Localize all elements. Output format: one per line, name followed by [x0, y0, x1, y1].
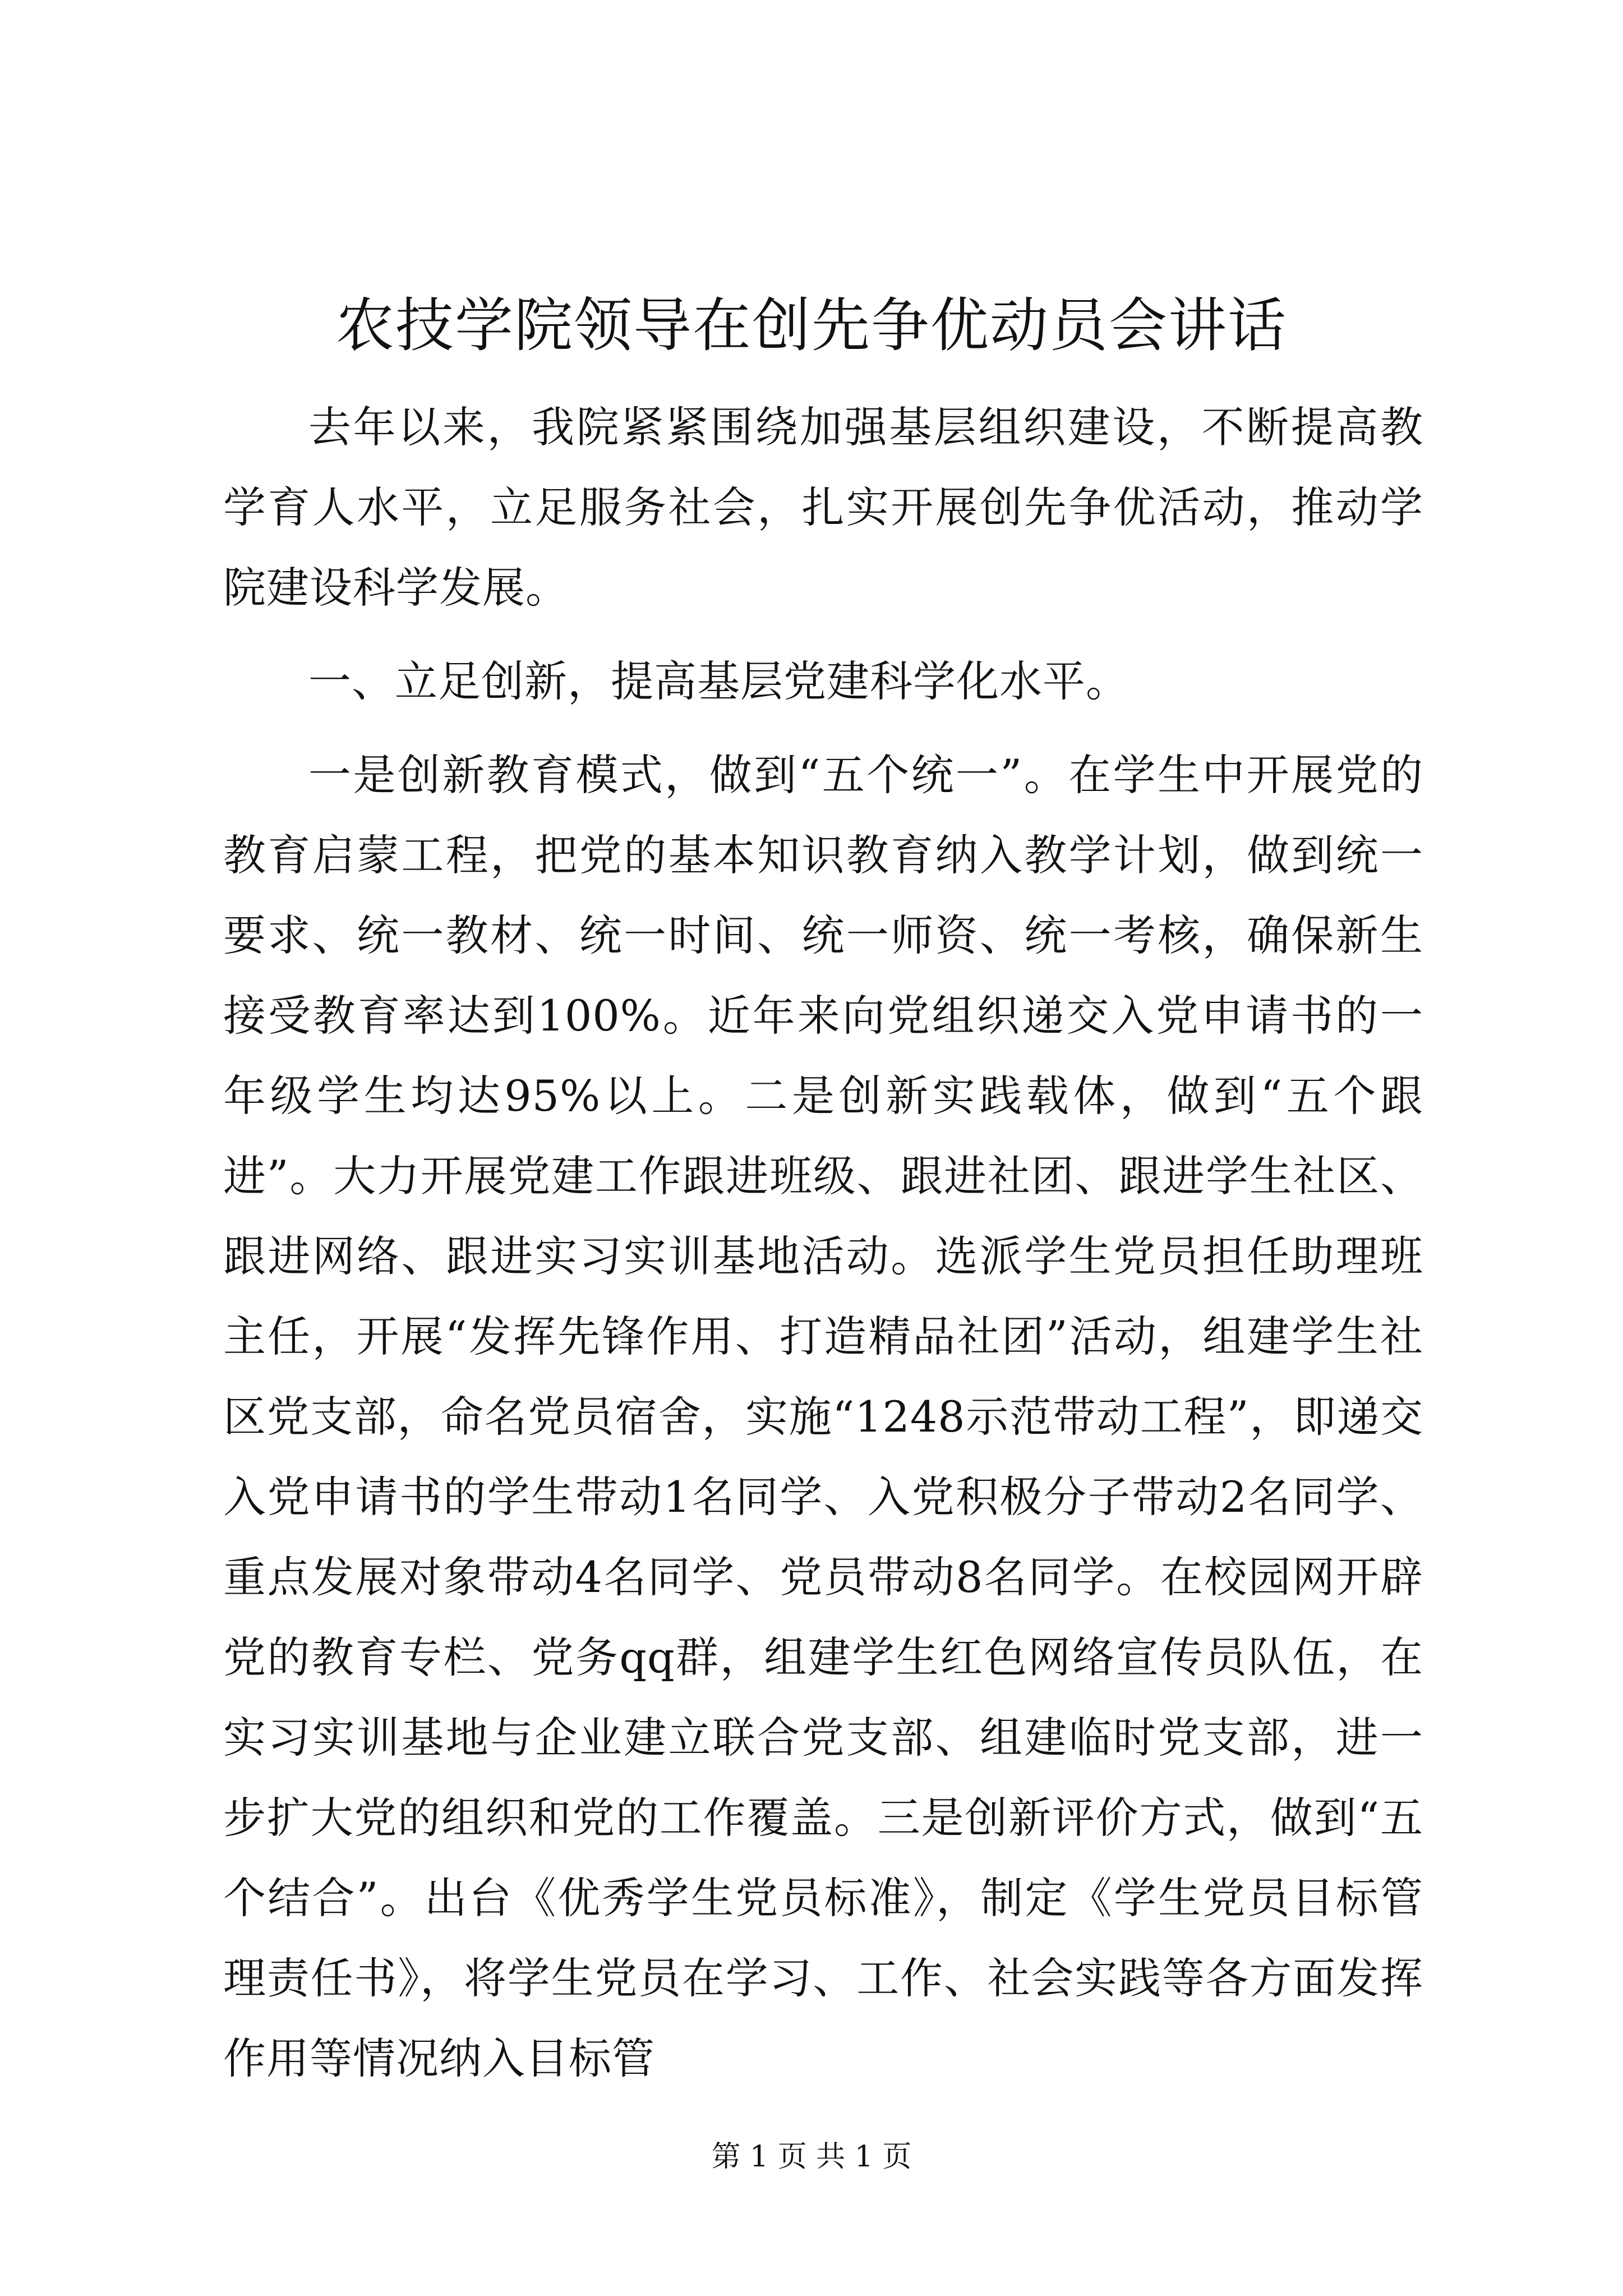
page-number-footer: 第 1 页 共 1 页	[711, 2140, 912, 2174]
body-paragraph: 一是创新教育模式，做到“五个统一”。在学生中开展党的教育启蒙工程，把党的基本知识教育纳入教学计划，做到统一要求、统一教材、统一时间、统一师资、统一考核，确保新生接受教育率达到100%。近年来向党组织递交入党申请书的一年级学生均达95%以上。二是创新实践载体，做到“五个跟进”。大力开展党建工作跟进班级、跟进社团、跟进学生社区、跟进网络、跟进实习实训基地活动。选派学生党员担任助理班主任，开展“发挥先锋作用、打造精品社团”活动，组建学生社区党支部，命名党员宿舍，实施“1248示范带动工程”，即递交入党申请书的学生带动1名同学、入党积极分子带动2名同学、重点发展对象带动4名同学、党员带动8名同学。在校园网开辟党的教育专栏、党务qq群，组建学生红色网络宣传员队伍，在实习实训基地与企业建立联合党支部、组建临时党支部，进一步扩大党的组织和党的工作覆盖。三是创新评价方式，做到“五个结合”。出台《优秀学生党员标准》，制定《学生党员目标管理责任书》，将学生党员在学习、工作、社会实践等各方面发挥作用等情况纳入目标管	[223, 750, 1423, 2083]
document-title: 农技学院领导在创先争优动员会讲话	[335, 291, 1287, 360]
section-heading: 一、立足创新，提高基层党建科学化水平。	[308, 656, 1129, 706]
document-body	[223, 387, 1423, 2099]
intro-paragraph: 去年以来，我院紧紧围绕加强基层组织建设，不断提高教学育人水平，立足服务社会，扎实开展创先争优活动，推动学院建设科学发展。	[223, 402, 1423, 613]
